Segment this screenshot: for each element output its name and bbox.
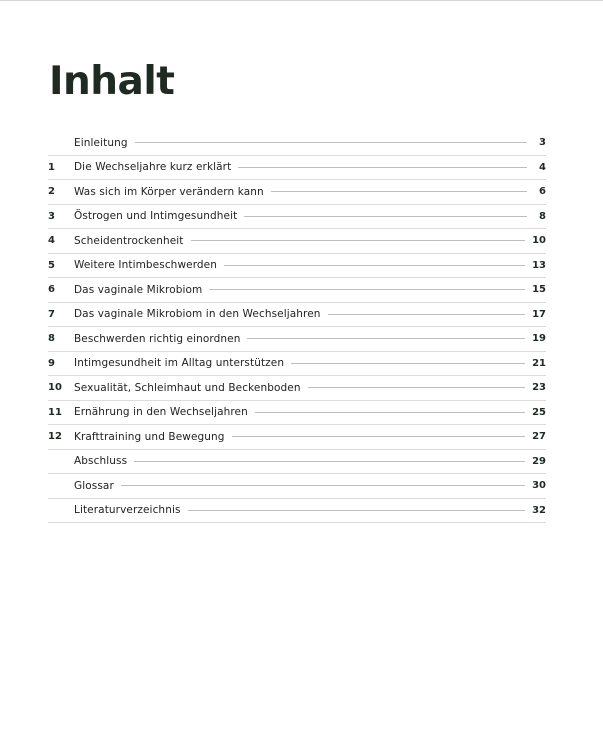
toc-entry-number: 3 [48,210,55,222]
toc-entry-page-number: 21 [532,357,546,369]
toc-entry-number: 8 [48,333,55,345]
toc-entry-page-number: 29 [532,455,546,467]
toc-entry-label: Abschluss [74,455,128,468]
toc-entry-number: 4 [48,235,55,247]
toc-entry-label: Das vaginale Mikrobiom [74,283,203,296]
toc-leader-line [291,363,525,364]
toc-entry[interactable] [48,229,546,254]
toc-leader-line [255,412,525,413]
toc-entry-page-number: 10 [532,235,546,247]
table-of-contents [48,131,546,523]
toc-entry-label: Literaturverzeichnis [74,504,181,517]
toc-leader-line [244,216,527,217]
toc-entry-number: 12 [48,431,62,443]
toc-entry[interactable] [48,450,546,475]
toc-leader-line [209,289,525,290]
toc-entry-number: 2 [48,186,55,198]
toc-entry-number: 9 [48,357,55,369]
toc-entry[interactable] [48,425,546,450]
toc-entry-number: 1 [48,161,55,173]
toc-entry-label: Östrogen und Intimgesundheit [74,210,238,223]
toc-entry[interactable] [48,254,546,279]
toc-entry[interactable] [48,156,546,181]
toc-entry-label: Scheidentrockenheit [74,234,184,247]
toc-entry-page-number: 13 [532,259,546,271]
toc-entry[interactable] [48,352,546,377]
toc-entry-label: Sexualität, Schleimhaut und Beckenboden [74,381,301,394]
top-border [0,0,603,1]
toc-leader-line [188,510,526,511]
toc-entry-label: Krafttraining und Bewegung [74,430,225,443]
toc-entry-number: 7 [48,308,55,320]
page-title: Inhalt [49,59,175,104]
toc-leader-line [135,142,527,143]
toc-entry[interactable] [48,180,546,205]
toc-entry[interactable] [48,303,546,328]
toc-entry-label: Intimgesundheit im Alltag unterstützen [74,357,285,370]
toc-entry[interactable] [48,401,546,426]
toc-entry[interactable] [48,376,546,401]
toc-entry[interactable] [48,131,546,156]
toc-leader-line [308,387,526,388]
toc-entry[interactable] [48,327,546,352]
toc-entry-number: 10 [48,382,62,394]
toc-entry-page-number: 27 [532,431,546,443]
toc-leader-line [247,338,525,339]
toc-entry-page-number: 4 [539,161,546,173]
toc-entry-page-number: 15 [532,284,546,296]
toc-entry-label: Ernährung in den Wechseljahren [74,406,248,419]
toc-entry-page-number: 6 [539,186,546,198]
toc-leader-line [232,436,526,437]
toc-entry-label: Beschwerden richtig einordnen [74,332,241,345]
toc-entry-label: Einleitung [74,136,128,149]
toc-entry-page-number: 3 [539,137,546,149]
toc-entry-label: Weitere Intimbeschwerden [74,259,218,272]
toc-entry[interactable] [48,205,546,230]
toc-entry[interactable] [48,278,546,303]
toc-entry-page-number: 23 [532,382,546,394]
toc-entry[interactable] [48,474,546,499]
toc-entry-page-number: 19 [532,333,546,345]
toc-leader-line [191,240,526,241]
toc-entry-page-number: 17 [532,308,546,320]
toc-entry-page-number: 25 [532,406,546,418]
toc-entry-number: 6 [48,284,55,296]
toc-entry-label: Glossar [74,479,114,492]
toc-leader-line [134,461,525,462]
toc-entry-label: Das vaginale Mikrobiom in den Wechseljahren [74,308,321,321]
toc-leader-line [328,314,526,315]
toc-entry[interactable] [48,499,546,524]
toc-entry-number: 11 [48,406,62,418]
toc-leader-line [224,265,525,266]
toc-leader-line [271,191,527,192]
toc-leader-line [121,485,525,486]
toc-entry-page-number: 32 [532,504,546,516]
toc-entry-page-number: 8 [539,210,546,222]
toc-entry-label: Was sich im Körper verändern kann [74,185,264,198]
toc-leader-line [238,167,527,168]
toc-entry-number: 5 [48,259,55,271]
toc-entry-page-number: 30 [532,480,546,492]
toc-entry-label: Die Wechseljahre kurz erklärt [74,161,232,174]
